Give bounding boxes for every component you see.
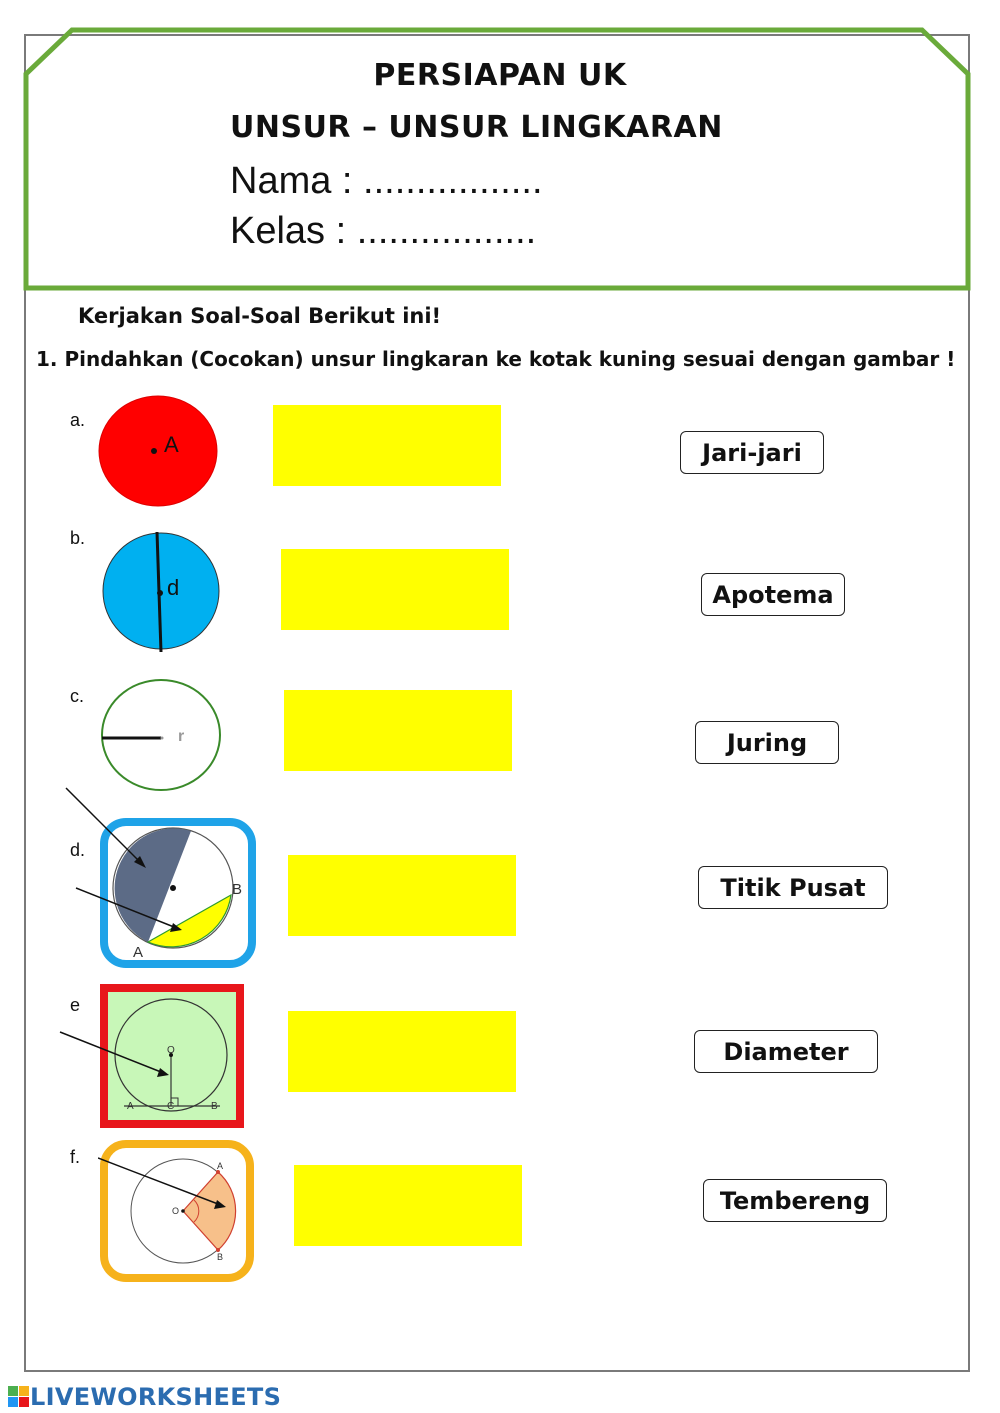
figure-a-circle xyxy=(96,394,222,508)
item-letter-f: f. xyxy=(70,1147,81,1167)
figure-f-sector xyxy=(98,1138,260,1284)
page-title: PERSIAPAN UK xyxy=(373,58,627,93)
figure-f-label-b: B xyxy=(217,1252,224,1262)
figure-d-segment xyxy=(60,782,260,972)
figure-b-circle xyxy=(100,530,224,654)
item-letter-b: b. xyxy=(70,528,86,548)
liveworksheets-wordmark: LIVEWORKSHEETS xyxy=(30,1383,282,1411)
figure-f-label-o: O xyxy=(172,1206,180,1216)
item-letter-a: a. xyxy=(70,410,86,430)
option-jari-jari[interactable]: Jari-jari xyxy=(680,431,824,474)
figure-a-label: A xyxy=(164,432,179,457)
answer-box-d[interactable] xyxy=(288,855,516,936)
liveworksheets-logo xyxy=(8,1383,281,1411)
answer-box-b[interactable] xyxy=(281,549,509,630)
figure-e-label-c: C xyxy=(167,1101,175,1112)
answer-box-f[interactable] xyxy=(294,1165,522,1246)
figure-d-label-b: B xyxy=(232,881,243,898)
option-titik-pusat[interactable]: Titik Pusat xyxy=(698,866,888,909)
figure-f-label-a: A xyxy=(217,1161,224,1171)
page-subtitle: UNSUR – UNSUR LINGKARAN xyxy=(230,110,723,145)
item-letter-d: d. xyxy=(70,840,86,860)
class-field: Kelas : ................. xyxy=(230,210,537,252)
item-letter-c: c. xyxy=(70,686,85,706)
figure-e-label-o: O xyxy=(167,1045,175,1056)
figure-e-label-a: A xyxy=(127,1101,134,1112)
figure-e-apotema xyxy=(58,982,248,1132)
figure-e-label-b: B xyxy=(211,1101,218,1112)
answer-box-e[interactable] xyxy=(288,1011,516,1092)
option-tembereng[interactable]: Tembereng xyxy=(703,1179,887,1222)
answer-box-c[interactable] xyxy=(284,690,512,771)
name-field: Nama : ................. xyxy=(230,160,543,202)
liveworksheets-icon xyxy=(8,1386,30,1408)
option-apotema[interactable]: Apotema xyxy=(701,573,845,616)
figure-b-label: d xyxy=(167,575,180,600)
question-text: 1. Pindahkan (Cocokan) unsur lingkaran ke kotak kuning sesuai dengan gambar ! xyxy=(36,347,956,371)
instruction-heading: Kerjakan Soal-Soal Berikut ini! xyxy=(78,304,442,328)
option-juring[interactable]: Juring xyxy=(695,721,839,764)
figure-c-circle xyxy=(98,676,226,796)
figure-c-label: r xyxy=(178,728,185,745)
option-diameter[interactable]: Diameter xyxy=(694,1030,878,1073)
answer-box-a[interactable] xyxy=(273,405,501,486)
figure-d-label-a: A xyxy=(133,944,144,961)
item-letter-e: e xyxy=(70,995,81,1015)
